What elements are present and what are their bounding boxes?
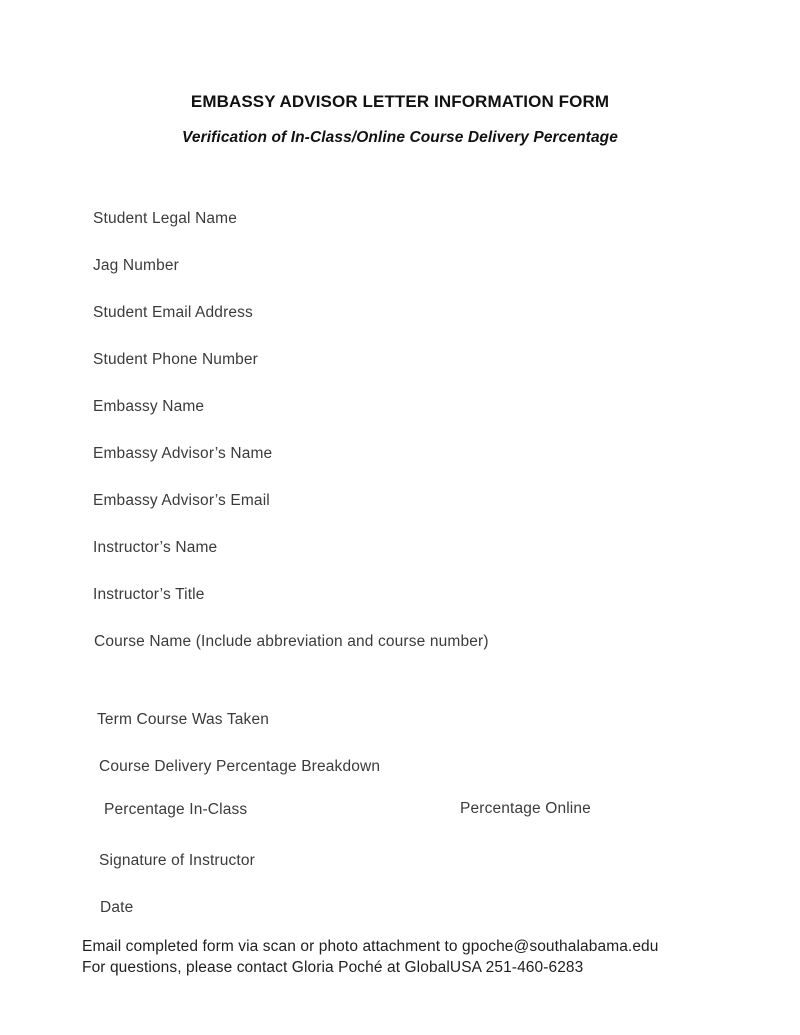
footer-contact-information: For questions, please contact Gloria Poché at GlobalUSA 251-460-6283 bbox=[82, 959, 584, 976]
field-label-percentage-online: Percentage Online bbox=[460, 800, 591, 817]
field-label-embassy-name: Embassy Name bbox=[93, 398, 205, 415]
field-label-instructor-title: Instructor’s Title bbox=[93, 586, 205, 603]
field-label-student-phone-number: Student Phone Number bbox=[93, 351, 258, 368]
field-label-student-email-address: Student Email Address bbox=[93, 304, 253, 321]
field-label-instructor-name: Instructor’s Name bbox=[93, 539, 218, 556]
page-title: EMBASSY ADVISOR LETTER INFORMATION FORM bbox=[190, 92, 610, 111]
field-label-term-course-was-taken: Term Course Was Taken bbox=[97, 711, 269, 728]
field-label-signature-of-instructor: Signature of Instructor bbox=[99, 852, 255, 869]
footer-submission-instructions: Email completed form via scan or photo attachment to gpoche@southalabama.edu bbox=[82, 938, 659, 955]
field-label-embassy-advisor-email: Embassy Advisor’s Email bbox=[93, 492, 270, 509]
field-label-embassy-advisor-name: Embassy Advisor’s Name bbox=[93, 445, 273, 462]
field-label-date: Date bbox=[100, 899, 134, 916]
field-label-jag-number: Jag Number bbox=[93, 257, 179, 274]
field-label-percentage-in-class: Percentage In-Class bbox=[104, 801, 248, 818]
page-subtitle: Verification of In-Class/Online Course Delivery Percentage bbox=[182, 129, 618, 146]
field-label-course-name: Course Name (Include abbreviation and course number) bbox=[94, 633, 489, 650]
field-label-student-legal-name: Student Legal Name bbox=[93, 210, 238, 227]
field-label-course-delivery-percentage-breakdown: Course Delivery Percentage Breakdown bbox=[99, 758, 381, 775]
